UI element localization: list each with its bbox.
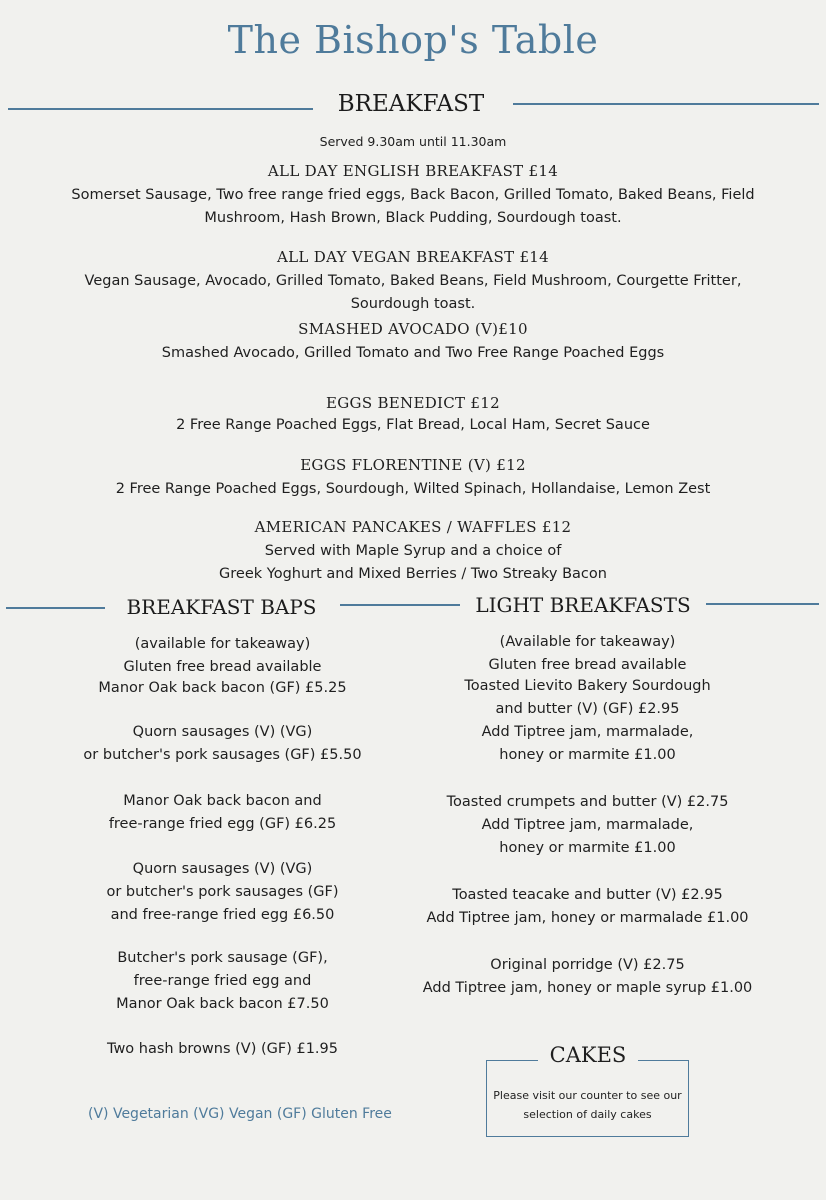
- bap-item: [50, 947, 395, 1016]
- light-line: honey or marmite £1.00: [499, 840, 676, 856]
- menu-item-name: AMERICAN PANCAKES / WAFFLES £12: [254, 518, 572, 536]
- divider-rule: [513, 103, 819, 105]
- menu-item-desc: [0, 540, 826, 586]
- menu-item-desc: [0, 414, 826, 437]
- light-line: Add Tiptree jam, honey or marmalade £1.00: [426, 910, 749, 926]
- menu-item-name: ALL DAY ENGLISH BREAKFAST £14: [267, 162, 559, 180]
- light-item: [400, 954, 775, 1000]
- light-line: Add Tiptree jam, honey or maple syrup £1.00: [422, 980, 753, 996]
- menu-item-name: SMASHED AVOCADO (V)£10: [298, 320, 528, 338]
- bap-line: Quorn sausages (V) (VG): [132, 861, 313, 877]
- cakes-text: [486, 1086, 689, 1124]
- gluten-free-note: Gluten free bread available: [123, 659, 322, 675]
- restaurant-title: The Bishop's Table: [227, 18, 599, 62]
- served-hours: Served 9.30am until 11.30am: [319, 134, 507, 149]
- light-line: Original porridge (V) £2.75: [490, 957, 685, 973]
- bap-item: [50, 721, 395, 767]
- desc-line: Somerset Sausage, Two free range fried eggs, Back Bacon, Grilled Tomato, Baked Beans, Field: [71, 187, 755, 203]
- desc-line: Mushroom, Hash Brown, Black Pudding, Sourdough toast.: [204, 210, 622, 226]
- light-item: [400, 791, 775, 860]
- light-line: Toasted crumpets and butter (V) £2.75: [446, 794, 729, 810]
- bap-line: Manor Oak back bacon £7.50: [116, 996, 329, 1012]
- desc-line: 2 Free Range Poached Eggs, Flat Bread, Local Ham, Secret Sauce: [176, 417, 650, 433]
- breakfast-heading: BREAKFAST: [337, 91, 485, 117]
- bap-item: [50, 677, 395, 700]
- desc-line: Served with Maple Syrup and a choice of: [264, 543, 562, 559]
- bap-line: Butcher's pork sausage (GF),: [117, 950, 328, 966]
- bap-line: Quorn sausages (V) (VG): [132, 724, 313, 740]
- dietary-legend: (V) Vegetarian (VG) Vegan (GF) Gluten Free: [88, 1106, 392, 1122]
- menu-item-desc: [0, 184, 826, 230]
- light-line: honey or marmite £1.00: [499, 747, 676, 763]
- desc-line: Sourdough toast.: [350, 296, 476, 312]
- divider-rule: [706, 603, 819, 605]
- desc-line: 2 Free Range Poached Eggs, Sourdough, Wilted Spinach, Hollandaise, Lemon Zest: [115, 481, 711, 497]
- light-line: and butter (V) (GF) £2.95: [495, 701, 680, 717]
- light-line: Toasted teacake and butter (V) £2.95: [452, 887, 723, 903]
- bap-line: free-range fried egg (GF) £6.25: [108, 816, 337, 832]
- menu-item-name: EGGS BENEDICT £12: [326, 394, 500, 412]
- cakes-line: Please visit our counter to see our: [493, 1089, 682, 1102]
- bap-line: or butcher's pork sausages (GF): [106, 884, 339, 900]
- desc-line: Vegan Sausage, Avocado, Grilled Tomato, Baked Beans, Field Mushroom, Courgette Fritter,: [84, 273, 742, 289]
- bap-line: and free-range fried egg £6.50: [110, 907, 335, 923]
- menu-item-name: EGGS FLORENTINE (V) £12: [300, 456, 526, 474]
- menu-item-desc: [0, 342, 826, 365]
- divider-rule: [8, 108, 313, 110]
- light-line: Add Tiptree jam, marmalade,: [481, 817, 694, 833]
- cakes-line: selection of daily cakes: [523, 1108, 652, 1121]
- takeaway-note: (available for takeaway): [134, 636, 311, 652]
- desc-line: Greek Yoghurt and Mixed Berries / Two Streaky Bacon: [219, 566, 607, 582]
- divider-rule: [340, 604, 460, 606]
- light-heading: LIGHT BREAKFASTS: [475, 593, 691, 617]
- bap-item: [50, 790, 395, 836]
- light-item: [400, 884, 775, 930]
- bap-line: Manor Oak back bacon and: [123, 793, 322, 809]
- bap-line: Manor Oak back bacon (GF) £5.25: [98, 680, 347, 696]
- menu-item-desc: [0, 270, 826, 316]
- bap-line: Two hash browns (V) (GF) £1.95: [106, 1041, 338, 1057]
- gluten-free-note: Gluten free bread available: [488, 657, 687, 673]
- takeaway-note: (Available for takeaway): [499, 634, 676, 650]
- cakes-heading: CAKES: [538, 1043, 638, 1067]
- bap-line: or butcher's pork sausages (GF) £5.50: [83, 747, 362, 763]
- menu-item-desc: [0, 478, 826, 501]
- divider-rule: [6, 607, 105, 609]
- baps-notes: [50, 633, 395, 679]
- menu-item-name: ALL DAY VEGAN BREAKFAST £14: [277, 248, 549, 266]
- light-line: Add Tiptree jam, marmalade,: [481, 724, 694, 740]
- baps-heading: BREAKFAST BAPS: [126, 595, 317, 619]
- bap-item: [50, 858, 395, 927]
- desc-line: Smashed Avocado, Grilled Tomato and Two Free Range Poached Eggs: [161, 345, 665, 361]
- bap-item: [50, 1038, 395, 1061]
- light-notes: [400, 631, 775, 677]
- light-item: [400, 675, 775, 767]
- light-line: Toasted Lievito Bakery Sourdough: [464, 678, 711, 694]
- bap-line: free-range fried egg and: [133, 973, 312, 989]
